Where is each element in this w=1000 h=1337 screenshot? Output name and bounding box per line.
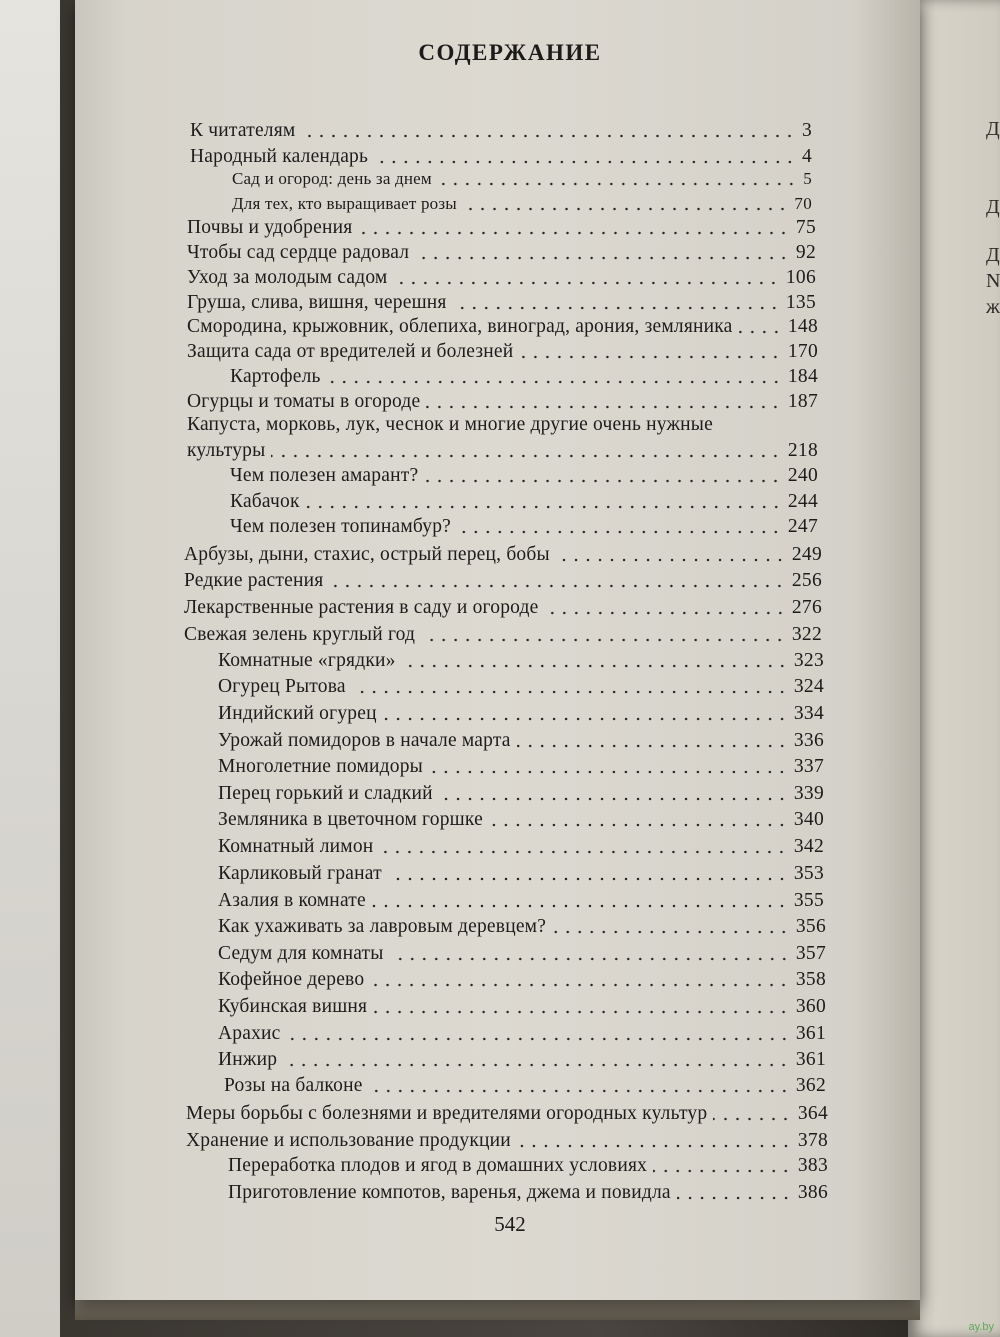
toc-dot-leader — [653, 1169, 792, 1173]
toc-dot-leader — [271, 454, 781, 458]
toc-entry-page-number: 276 — [791, 597, 822, 618]
toc-entry-title: Розы на балконе — [224, 1075, 363, 1096]
toc-entry — [230, 489, 818, 515]
toc-entry-page-number: 386 — [797, 1182, 828, 1203]
toc-entry-page-number: 378 — [797, 1130, 828, 1151]
toc-entry — [228, 1153, 828, 1179]
toc-dot-leader — [545, 611, 786, 615]
toc-entry — [218, 888, 824, 914]
toc-dot-leader — [287, 1037, 790, 1041]
toc-dot-leader — [438, 182, 797, 186]
toc-entry — [230, 364, 818, 390]
toc-entry — [230, 463, 818, 489]
toc-entry-title: Инжир — [218, 1049, 278, 1070]
toc-dot-leader — [370, 983, 790, 987]
toc-entry-page-number: 336 — [793, 730, 824, 751]
toc-dot-leader — [327, 380, 782, 384]
toc-entry-title: Чем полезен топинамбур? — [230, 516, 452, 537]
toc-entry-page-number: 4 — [801, 146, 812, 167]
toc-entry-page-number: 247 — [787, 516, 818, 537]
toc-dot-leader — [372, 904, 788, 908]
toc-entry-page-number: 240 — [787, 465, 818, 486]
toc-dot-leader — [519, 355, 781, 359]
adjacent-page-fragment: Д — [986, 118, 1000, 140]
toc-entry — [184, 595, 822, 621]
toc-entry-title: Карликовый гранат — [218, 863, 382, 884]
toc-dot-leader — [556, 558, 786, 562]
toc-entry-page-number: 361 — [795, 1023, 826, 1044]
adjacent-page-fragment: N — [986, 270, 1000, 292]
toc-entry-page-number: 323 — [793, 650, 824, 671]
toc-dot-leader — [393, 281, 779, 285]
toc-entry-page-number: 340 — [793, 809, 824, 830]
toc-dot-leader — [457, 530, 782, 534]
toc-entry-page-number: 355 — [793, 890, 824, 911]
toc-entry-title: Свежая зелень круглый год — [184, 624, 416, 645]
toc-entry-page-number: 339 — [793, 783, 824, 804]
toc-entry-page-number: 353 — [793, 863, 824, 884]
toc-entry — [187, 339, 818, 365]
toc-entry-title: Кубинская вишня — [218, 996, 368, 1017]
toc-entry — [184, 542, 822, 568]
toc-dot-leader — [489, 823, 788, 827]
toc-dot-leader — [517, 744, 788, 748]
toc-entry-title: Почвы и удобрения — [187, 217, 353, 238]
toc-entry-title: Лекарственные растения в саду и огороде — [184, 597, 539, 618]
toc-dot-leader — [426, 405, 781, 409]
toc-entry-page-number: 184 — [787, 366, 818, 387]
toc-entry — [218, 941, 826, 967]
toc-entry-page-number: 383 — [797, 1155, 828, 1176]
toc-entry — [218, 1047, 826, 1073]
toc-dot-leader — [301, 134, 795, 138]
toc-dot-leader — [352, 690, 788, 694]
page-heading: СОДЕРЖАНИЕ — [418, 40, 602, 65]
toc-entry-title: К читателям — [190, 120, 296, 141]
toc-entry-title: Меры борьбы с болезнями и вредителями огородных культур — [186, 1103, 708, 1124]
page-number: 542 — [494, 1212, 526, 1236]
toc-entry-page-number: 3 — [801, 120, 812, 141]
toc-entry — [218, 834, 824, 860]
toc-entry-title: Комнатный лимон — [218, 836, 374, 857]
toc-entry — [230, 514, 818, 540]
toc-entry-title: Азалия в комнате — [218, 890, 366, 911]
toc-dot-leader — [383, 717, 788, 721]
adjacent-page-fragment: Д — [986, 196, 1000, 218]
toc-entry-title: Огурцы и томаты в огороде — [187, 391, 421, 412]
toc-dot-leader — [415, 256, 790, 260]
toc-entry-title-line — [187, 412, 820, 438]
toc-entry-title: Перец горький и сладкий — [218, 783, 433, 804]
toc-dot-leader — [369, 1089, 790, 1093]
toc-entry — [232, 166, 812, 192]
toc-entry-title: Седум для комнаты — [218, 943, 384, 964]
toc-dot-leader — [329, 584, 785, 588]
toc-dot-leader — [429, 770, 788, 774]
toc-dot-leader — [390, 957, 790, 961]
toc-entry — [186, 1101, 828, 1127]
toc-dot-leader — [358, 231, 790, 235]
toc-entry-title: Картофель — [230, 366, 321, 387]
toc-entry-title: Комнатные «грядки» — [218, 650, 396, 671]
toc-entry-title: Народный календарь — [190, 146, 369, 167]
toc-entry-page-number: 5 — [803, 169, 812, 188]
toc-dot-leader — [439, 797, 788, 801]
toc-entry-title: Кабачок — [230, 491, 300, 512]
toc-entry — [184, 622, 822, 648]
toc-entry-page-number: 135 — [785, 292, 816, 313]
toc-entry — [224, 1073, 826, 1099]
toc-entry-page-number: 106 — [785, 267, 816, 288]
toc-entry — [218, 754, 824, 780]
toc-dot-leader — [677, 1196, 792, 1200]
toc-entry-title: Редкие растения — [184, 570, 324, 591]
toc-entry-page-number: 75 — [795, 217, 816, 238]
toc-dot-leader — [379, 850, 787, 854]
toc-entry — [218, 1021, 826, 1047]
toc-entry — [184, 568, 822, 594]
toc-entry-page-number: 358 — [795, 969, 826, 990]
toc-entry — [187, 265, 816, 291]
toc-entry-title: Земляника в цветочном горшке — [218, 809, 483, 830]
toc-entry — [218, 807, 824, 833]
toc-dot-leader — [421, 638, 786, 642]
toc-dot-leader — [739, 330, 782, 334]
toc-entry-page-number: 361 — [795, 1049, 826, 1070]
toc-entry-page-number: 256 — [791, 570, 822, 591]
toc-dot-leader — [306, 505, 782, 509]
toc-entry — [187, 438, 818, 464]
watermark: ay.by — [968, 1321, 994, 1333]
toc-entry-page-number: 249 — [791, 544, 822, 565]
toc-entry-title: Урожай помидоров в начале марта — [218, 730, 511, 751]
toc-entry-title: Индийский огурец — [218, 703, 377, 724]
toc-entry-page-number: 70 — [794, 194, 812, 213]
adjacent-page-fragment: Д — [986, 244, 1000, 266]
toc-entry-title: Смородина, крыжовник, облепиха, виноград, арония, земляника — [187, 316, 733, 337]
toc-entry-title: Чтобы сад сердце радовал — [187, 242, 410, 263]
toc-dot-leader — [463, 207, 789, 211]
toc-entry-page-number: 92 — [795, 242, 816, 263]
toc-entry-page-number: 187 — [787, 391, 818, 412]
toc-entry — [190, 118, 812, 144]
toc-entry — [228, 1180, 828, 1206]
toc-entry — [218, 914, 826, 940]
toc-entry — [218, 994, 826, 1020]
toc-dot-leader — [517, 1144, 792, 1148]
toc-dot-leader — [374, 160, 796, 164]
toc-entry — [218, 861, 824, 887]
toc-entry — [187, 215, 816, 241]
toc-entry-page-number: 364 — [797, 1103, 828, 1124]
toc-entry-title: Сад и огород: день за днем — [232, 169, 432, 188]
toc-entry-title: Защита сада от вредителей и болезней — [187, 341, 514, 362]
toc-entry-page-number: 148 — [787, 316, 818, 337]
toc-entry-title: Кофейное дерево — [218, 969, 365, 990]
toc-entry-title: Для тех, кто выращивает розы — [232, 194, 457, 213]
toc-entry — [218, 728, 824, 754]
toc-entry-title: Уход за молодым садом — [187, 267, 388, 288]
toc-dot-leader — [552, 930, 790, 934]
toc-entry-page-number: 324 — [793, 676, 824, 697]
toc-entry — [218, 674, 824, 700]
toc-entry-page-number: 334 — [793, 703, 824, 724]
toc-entry — [218, 701, 824, 727]
toc-dot-leader — [453, 306, 780, 310]
toc-entry-page-number: 244 — [787, 491, 818, 512]
toc-entry — [218, 781, 824, 807]
toc-entry-title: Как ухаживать за лавровым деревцем? — [218, 916, 547, 937]
toc-entry — [187, 314, 818, 340]
toc-dot-leader — [373, 1010, 790, 1014]
toc-entry-title: культуры — [187, 440, 266, 461]
toc-entry-page-number: 322 — [791, 624, 822, 645]
toc-entry-title: Многолетние помидоры — [218, 756, 423, 777]
toc-entry-title: Приготовление компотов, варенья, джема и повидла — [228, 1182, 671, 1203]
toc-entry-page-number: 218 — [787, 440, 818, 461]
toc-entry-title: Огурец Рытова — [218, 676, 346, 697]
toc-entry-title: Капуста, морковь, лук, чеснок и многие другие очень нужные — [187, 414, 713, 435]
toc-dot-leader — [424, 479, 782, 483]
toc-entry — [218, 648, 824, 674]
toc-entry-title: Арахис — [218, 1023, 281, 1044]
toc-entry-page-number: 170 — [787, 341, 818, 362]
toc-entry-page-number: 357 — [795, 943, 826, 964]
toc-entry-page-number: 360 — [795, 996, 826, 1017]
adjacent-page-fragment: ж — [986, 296, 1000, 318]
toc-entry-title: Чем полезен амарант? — [230, 465, 419, 486]
toc-entry-title: Груша, слива, вишня, черешня — [187, 292, 447, 313]
toc-dot-leader — [713, 1117, 792, 1121]
toc-entry — [218, 967, 826, 993]
toc-entry — [187, 240, 816, 266]
toc-dot-leader — [388, 877, 788, 881]
toc-entry-page-number: 362 — [795, 1075, 826, 1096]
toc-entry — [232, 191, 812, 217]
toc-entry-page-number: 337 — [793, 756, 824, 777]
toc-entry-title: Арбузы, дыни, стахис, острый перец, бобы — [184, 544, 550, 565]
toc-entry — [186, 1128, 828, 1154]
toc-entry-page-number: 342 — [793, 836, 824, 857]
toc-entry — [187, 290, 816, 316]
toc-entry-title: Хранение и использование продукции — [186, 1130, 511, 1151]
toc-entry-title: Переработка плодов и ягод в домашних условиях — [228, 1155, 648, 1176]
toc-dot-leader — [402, 664, 788, 668]
toc-dot-leader — [283, 1063, 790, 1067]
toc-entry-page-number: 356 — [795, 916, 826, 937]
